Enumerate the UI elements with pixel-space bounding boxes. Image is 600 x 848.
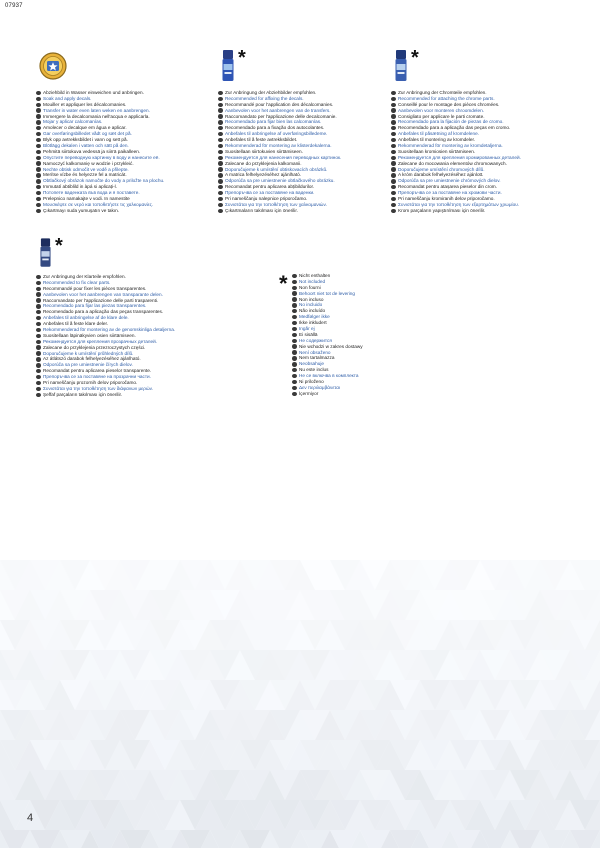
instruction-text: Çıkartmaların takılması için önerilir.	[225, 207, 298, 213]
instruction-text: Krom parçaların yapıştırılması için önerilir.	[398, 207, 486, 213]
language-flag-icon	[218, 150, 223, 154]
language-flag-icon	[391, 138, 396, 142]
language-flag-icon	[218, 126, 223, 130]
instruction-text: Recommandé pour l'application des décalcomanies.	[225, 101, 334, 107]
language-flag-icon	[292, 362, 297, 366]
language-flag-icon	[36, 91, 41, 95]
language-flag-icon	[391, 108, 396, 112]
instruction-text: Mouiller et appliquer les décalcomanies.	[43, 101, 127, 107]
language-flag-icon	[36, 275, 41, 279]
instruction-text: Blötlägg dekalen i vatten och sätt på den.	[43, 143, 129, 149]
language-flag-icon	[391, 197, 396, 201]
instruction-text: Recommended for affixing the decals.	[225, 95, 304, 101]
instruction-text: Recommandé pour fixer les pièces transparentes.	[43, 285, 147, 291]
language-flag-icon	[36, 144, 41, 148]
instruction-text: Anbefales til å feste klare deler.	[43, 321, 109, 327]
language-flag-icon	[391, 179, 396, 183]
instruction-text: Рекомендуется для крепления хромированных деталей.	[398, 154, 521, 160]
language-flag-icon	[292, 368, 297, 372]
instruction-text: Não incluído	[299, 308, 326, 314]
instruction-text: Recomendado para la fijación de piezas de cromo.	[398, 119, 504, 125]
language-flag-icon	[36, 185, 41, 189]
instruction-text: Ei sisällä	[299, 331, 318, 337]
instruction-line	[36, 392, 175, 398]
instruction-text: Zur Anbringung der Chromteile empfohlen.	[398, 90, 487, 95]
instruction-text: Raccomandato per l'applicazione delle decalcomanie.	[225, 113, 337, 119]
language-flag-icon	[391, 126, 396, 130]
language-flag-icon	[36, 281, 41, 285]
language-flag-icon	[292, 392, 297, 396]
instruction-text: Anbefales til montering av kromdeler.	[398, 137, 476, 143]
instruction-text: Doporučujeme k umístění obtiskovacích obrázků.	[225, 166, 328, 172]
language-flag-icon	[391, 91, 396, 95]
instruction-text: Recommended to fix clear parts.	[43, 279, 111, 285]
instruction-text: Immergere la decalcomania nell'acqua e applicarla.	[43, 113, 150, 119]
language-flag-icon	[292, 350, 297, 354]
instruction-text: A króm darabok felhelyezéséhez ajánlott.	[398, 172, 484, 178]
language-flag-icon	[36, 363, 41, 367]
instruction-text: Nie wchodzi w zakres dostawy	[299, 343, 363, 349]
instruction-text: Pri nameščanju prozornih delov priporočamo.	[43, 380, 138, 386]
not-included-block	[279, 271, 363, 397]
instruction-text: Рекомендуется для нанесения переводных картинок.	[225, 154, 342, 160]
language-flag-icon	[218, 179, 223, 183]
language-flag-icon	[292, 274, 297, 278]
language-flag-icon	[36, 292, 41, 296]
language-flag-icon	[36, 126, 41, 130]
instruction-text: Pri nameščanju nalepnice priporočamo.	[225, 196, 308, 202]
language-flag-icon	[36, 369, 41, 373]
instruction-text: Non incluso	[299, 296, 324, 302]
instruction-text: Zur Anbringung der Klarteile empfohlen.	[43, 274, 126, 279]
instruction-text: Non fourni	[299, 284, 321, 290]
language-flag-icon	[218, 185, 223, 189]
instruction-text: Medfølger ikke	[299, 314, 330, 320]
instruction-text: Συνιστάται για την τοποθέτηση των διάφανων μερών.	[43, 385, 154, 391]
instruction-line	[218, 208, 341, 214]
instruction-text: Recomandat pentru aplicarea abțibildurilor.	[225, 184, 315, 190]
language-flag-icon	[218, 191, 223, 195]
instruction-text: Obtlačkový obrázok namočte do vody a priložte na plochu.	[43, 178, 165, 184]
language-flag-icon	[292, 280, 297, 284]
instruction-text: Συνιστάται για την τοποθέτηση των εξαρτημάτων χρωμίου.	[398, 201, 520, 207]
instruction-text: Anbefales til påsætning af kromdelene.	[398, 131, 480, 137]
language-flag-icon	[218, 120, 223, 124]
instruction-text: Anbefales til anbringelse af de klare dele.	[43, 315, 129, 321]
instruction-text: Raccomandato per l'applicazione delle parti trasparenti.	[43, 297, 159, 303]
language-flag-icon	[218, 161, 223, 165]
instruction-text: Behoort niet tot de levering	[299, 290, 356, 296]
language-flag-icon	[36, 322, 41, 326]
language-flag-icon	[36, 345, 41, 349]
instruction-text: Şeffaf parçaların takılması için önerilir.	[43, 391, 123, 397]
clear-parts-paint-block	[36, 236, 175, 398]
instruction-line	[292, 391, 363, 397]
paint-jar-icon	[40, 238, 51, 268]
chrome-paint-block	[391, 44, 521, 214]
instruction-text: Ikke inkludert	[299, 320, 327, 326]
language-flag-icon	[218, 203, 223, 207]
language-flag-icon	[36, 375, 41, 379]
language-flag-icon	[292, 333, 297, 337]
instruction-text: Опустите переводную картинку в воду и нанесите её.	[43, 154, 160, 160]
instruction-text: Není obsaženo	[299, 349, 331, 355]
language-flag-icon	[36, 203, 41, 207]
language-flag-icon	[36, 138, 41, 142]
language-flag-icon	[391, 173, 396, 177]
instruction-text: Recommended for attaching the chrome parts.	[398, 95, 495, 101]
instruction-text: Aanbevolen voor het aanbrengen van de transfers.	[225, 107, 331, 113]
language-flag-icon	[391, 150, 396, 154]
language-flag-icon	[218, 209, 223, 213]
language-flag-icon	[391, 132, 396, 136]
instruction-text: Recomendado para a fixação dos autocolantes.	[225, 125, 325, 131]
instruction-text: Ni priloženo	[299, 379, 324, 385]
clear-parts-paint-lines	[36, 274, 175, 398]
instruction-text: Pehmitä siirtokuva vedessä ja siirrä paikalleen.	[43, 148, 141, 154]
language-flag-icon	[36, 393, 41, 397]
language-flag-icon	[36, 120, 41, 124]
chrome-paint-lines	[391, 90, 521, 214]
language-flag-icon	[36, 298, 41, 302]
language-flag-icon	[36, 197, 41, 201]
decal-sticker-icon	[39, 52, 67, 80]
language-flag-icon	[391, 103, 396, 107]
language-flag-icon	[36, 328, 41, 332]
document-code: 07937	[5, 3, 23, 9]
instruction-text: Doporučujeme k umístění průhledných dílů.	[43, 350, 134, 356]
language-flag-icon	[218, 156, 223, 160]
language-flag-icon	[391, 144, 396, 148]
instruction-text: Mojar y aplicar calcomanías.	[43, 119, 103, 125]
language-flag-icon	[36, 114, 41, 118]
paint-jar-icon	[395, 50, 407, 82]
paint-jar-icon	[222, 50, 234, 82]
instruction-text: Nem tartalmazza	[299, 355, 335, 361]
instruction-text: Потопете ваденката във вода и я поставете.	[43, 190, 140, 196]
instruction-text: Namoczyć kalkomanię w wodzie i przykleić.	[43, 160, 134, 166]
language-flag-icon	[292, 327, 297, 331]
language-flag-icon	[218, 167, 223, 171]
instruction-text: Συνιστάται για την τοποθέτηση των χαλκομανιών.	[225, 201, 328, 207]
instruction-text: Consigliato per applicare le parti cromate.	[398, 113, 485, 119]
instruction-text: Anbefales til anbringelse af overføringsbilledeme.	[225, 131, 328, 137]
instruction-text: Az átlátszó darabok felhelyezéséhez ajánlható.	[43, 356, 141, 362]
language-flag-icon	[36, 179, 41, 183]
not-included-asterisk: *	[55, 235, 63, 257]
language-flag-icon	[36, 209, 41, 213]
language-flag-icon	[218, 197, 223, 201]
instruction-text: Aanbevolen voor monteren chroomdelen.	[398, 107, 484, 113]
language-flag-icon	[391, 191, 396, 195]
language-flag-icon	[292, 321, 297, 325]
instruction-text: Zur Anbringung der Abziehbilder empfohlen.	[225, 90, 317, 95]
language-flag-icon	[218, 91, 223, 95]
instruction-text: Suositellaan läpinäkyvien osien siirtämiseen.	[43, 332, 136, 338]
language-flag-icon	[292, 297, 297, 301]
not-included-lines	[292, 273, 363, 397]
language-flag-icon	[36, 357, 41, 361]
instruction-text: No incluido	[299, 302, 323, 308]
decal-paint-block	[218, 44, 341, 214]
instruction-text: A matrica felhelyezéséhez ajánlható.	[225, 172, 302, 178]
language-flag-icon	[36, 108, 41, 112]
instruction-text: Çıkartmayı suda yumuşatın ve takın.	[43, 207, 120, 213]
language-flag-icon	[36, 316, 41, 320]
instruction-text: Рекомендуется для крепления прозрачных деталей.	[43, 338, 158, 344]
instruction-text: Aanbevolen voor het aanbrengen van transparante delen.	[43, 291, 163, 297]
language-flag-icon	[36, 150, 41, 154]
decal-paint-lines	[218, 90, 341, 214]
language-flag-icon	[218, 173, 223, 177]
instruction-text: Препоръчва се за поставяне на прозрачни части.	[43, 374, 151, 380]
decal-instruction-lines	[36, 90, 164, 214]
language-flag-icon	[292, 291, 297, 295]
instruction-text: Rekommenderad för montering av klisterdekalerna.	[225, 143, 332, 149]
language-flag-icon	[391, 161, 396, 165]
language-flag-icon	[292, 344, 297, 348]
language-flag-icon	[391, 97, 396, 101]
language-flag-icon	[36, 191, 41, 195]
language-flag-icon	[36, 167, 41, 171]
not-included-asterisk: *	[411, 47, 419, 69]
instruction-text: Rekommenderad för montering av de genomskinliga detaljerna.	[43, 327, 176, 333]
instruction-text: Не содержится	[299, 337, 332, 343]
instruction-text: Not included	[299, 278, 326, 284]
instruction-line	[391, 208, 521, 214]
instruction-text: Recomendado para a aplicação das peças em cromo.	[398, 125, 511, 131]
instruction-text: Abziehbild in Wasser einweichen und anbringen.	[43, 90, 144, 95]
language-flag-icon	[292, 286, 297, 290]
language-flag-icon	[218, 108, 223, 112]
language-flag-icon	[36, 304, 41, 308]
language-flag-icon	[292, 386, 297, 390]
language-flag-icon	[391, 209, 396, 213]
language-flag-icon	[391, 156, 396, 160]
language-flag-icon	[218, 114, 223, 118]
instruction-text: Amolecer o decalque em água e aplicar.	[43, 125, 127, 131]
language-flag-icon	[391, 185, 396, 189]
language-flag-icon	[292, 380, 297, 384]
instruction-text: Recomendado para fijar bien las calcomanías.	[225, 119, 322, 125]
instruction-text: Suositellaan kromiosien siirtämiseen.	[398, 148, 476, 154]
instruction-text: Neobsahuje	[299, 361, 325, 367]
instruction-text: Soak and apply decals.	[43, 95, 92, 101]
instruction-text: Не се включва в комплекта	[299, 373, 359, 379]
language-flag-icon	[218, 138, 223, 142]
language-flag-icon	[292, 315, 297, 319]
language-flag-icon	[218, 97, 223, 101]
language-flag-icon	[36, 381, 41, 385]
language-flag-icon	[292, 309, 297, 313]
page-number: 4	[27, 812, 34, 824]
instruction-text: Nu este inclus	[299, 367, 329, 373]
instruction-text: Merítse vízbe és helyezze fel a matricát.	[43, 172, 127, 178]
language-flag-icon	[292, 303, 297, 307]
instruction-text: Nicht enthalten	[299, 273, 331, 278]
instruction-text: Recomendado para fijar las piezas transparentes.	[43, 303, 147, 309]
instruction-text: Pri nameščanju kromiranih delov priporočamo.	[398, 196, 495, 202]
language-flag-icon	[218, 103, 223, 107]
instruction-text: Ingår ej	[299, 326, 315, 332]
language-flag-icon	[36, 287, 41, 291]
instruction-text: Immutatí abtiblild in àpá si aplicați-l.	[43, 184, 117, 190]
instruction-text: Препоръчва се за поставяне на хромови части.	[398, 190, 502, 196]
instruction-text: Transfer in water even laten weken en aanbrengen.	[43, 107, 150, 113]
language-flag-icon	[36, 340, 41, 344]
instruction-text: Zalecane do mocowania elementów chromowanych.	[398, 160, 507, 166]
language-flag-icon	[292, 339, 297, 343]
instruction-text: Μουσκέψτε σε νερό και τοποθετήστε τις χαλκομανίες.	[43, 201, 154, 207]
instruction-text: Recomandat pentru atașarea pieselor din crom.	[398, 184, 498, 190]
language-flag-icon	[218, 144, 223, 148]
instruction-text: Δεν περιλαμβάνεται	[299, 384, 340, 390]
language-flag-icon	[36, 310, 41, 314]
instruction-text: Conseillé pour le montage des pièces chromées.	[398, 101, 500, 107]
language-flag-icon	[292, 356, 297, 360]
not-included-asterisk: *	[279, 271, 288, 296]
language-flag-icon	[36, 132, 41, 136]
instruction-text: Blyk opp avtrekksbildet i vann og sett på.	[43, 137, 128, 143]
language-flag-icon	[36, 173, 41, 177]
language-flag-icon	[391, 203, 396, 207]
language-flag-icon	[36, 103, 41, 107]
decal-instruction-block	[36, 50, 164, 214]
instruction-text: Zalecane do przyklejenia kalkomanii.	[225, 160, 302, 166]
instruction-text: İçermiyor	[299, 390, 319, 396]
instruction-text: Препоръчва се за поставяне на ваденки.	[225, 190, 315, 196]
instruction-text: Prelepnico namakajte v vodi. In namestite	[43, 196, 130, 202]
instruction-text: Rekommenderad för montering av kromdetaljerna.	[398, 143, 503, 149]
language-flag-icon	[36, 387, 41, 391]
instruction-text: Odporúča sa pre umiestnenie čírych dielov.	[43, 362, 133, 368]
instruction-text: Recomendado para a aplicação das peças transparentes.	[43, 309, 164, 315]
language-flag-icon	[218, 132, 223, 136]
language-flag-icon	[36, 351, 41, 355]
instruction-text: Suositellaan siirtokuvien siirtämiseen.	[225, 148, 303, 154]
language-flag-icon	[391, 114, 396, 118]
instruction-text: Zalecane do przyklejenia przezroczystych części.	[43, 344, 146, 350]
instruction-text: Odporúča sa pre umiestnenie obtlačkového obrázku.	[225, 178, 335, 184]
language-flag-icon	[292, 374, 297, 378]
instruction-text: Odporúča sa pre umiestnenie chrómových dielov.	[398, 178, 501, 184]
language-flag-icon	[391, 120, 396, 124]
language-flag-icon	[36, 334, 41, 338]
language-flag-icon	[36, 161, 41, 165]
instruction-text: Doporučujeme umístění chromových dílů.	[398, 166, 485, 172]
instruction-text: Nechte obtisk odmočit ve vodě a přilepte.	[43, 166, 129, 172]
language-flag-icon	[36, 97, 41, 101]
instruction-text: Recomandat pentru aplicarea pieselor transparente.	[43, 368, 152, 374]
language-flag-icon	[36, 156, 41, 160]
instruction-text: Gar overføringsbilledet vådt og sæt det på.	[43, 131, 132, 137]
instruction-text: Anbefales til å feste avtrekksbildet.	[225, 137, 298, 143]
not-included-asterisk: *	[238, 47, 246, 69]
instruction-line	[36, 208, 164, 214]
language-flag-icon	[391, 167, 396, 171]
